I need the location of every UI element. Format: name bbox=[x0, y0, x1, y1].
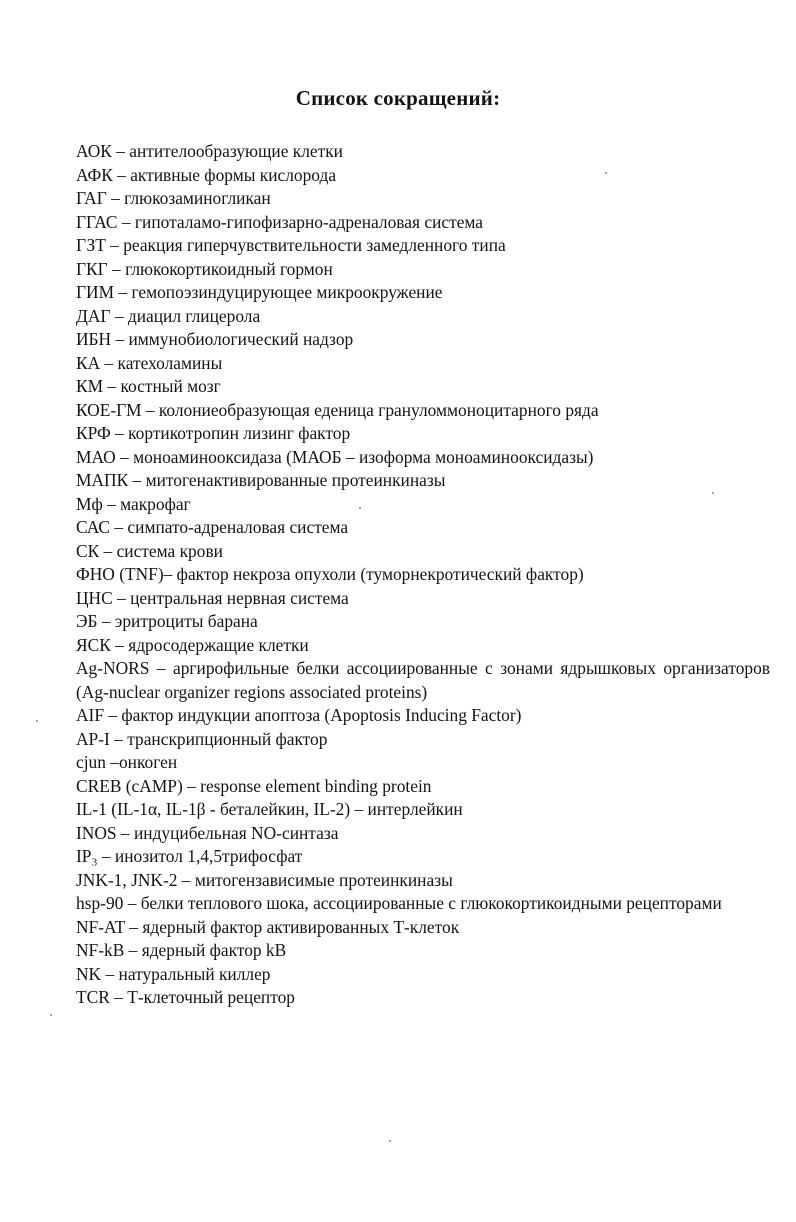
list-item: JNK-1, JNK-2 – митогензависимые протеинкиназы bbox=[76, 869, 453, 890]
list-item: ЦНС – центральная нервная система bbox=[76, 587, 349, 608]
list-item: ГАГ – глюкозаминогликан bbox=[76, 188, 271, 208]
list-item: IP₃ – инозитол 1,4,5трифосфат bbox=[76, 846, 303, 866]
list-item: AP-I – транскрипционный фактор bbox=[76, 728, 328, 749]
page-title: Список сокращений: bbox=[295, 86, 501, 110]
list-item: ФНО (TNF)– фактор некроза опухоли (туморнекротический фактор) bbox=[76, 564, 584, 584]
list-item: КМ – костный мозг bbox=[76, 376, 221, 396]
list-item: АОК – антителообразующие клетки bbox=[76, 141, 343, 161]
list-item: NK – натуральный киллер bbox=[76, 963, 271, 984]
list-item: ГИМ – гемопоэзиндуцирующее микроокружение bbox=[76, 282, 443, 302]
list-item: КА – катехоламины bbox=[76, 352, 223, 373]
list-item: КРФ – кортикотропин лизинг фактор bbox=[76, 423, 351, 443]
list-item: NF-AT – ядерный фактор активированных Т-клеток bbox=[76, 916, 460, 937]
list-item: INOS – индуцибельная NO-синтаза bbox=[76, 822, 339, 843]
list-item: МАО – моноаминооксидаза (МАОБ – изоформа моноаминооксидазы) bbox=[76, 446, 594, 467]
list-item: ГЗТ – реакция гиперчувствительности замедленного типа bbox=[76, 235, 506, 255]
list-item: ГГАС – гипоталамо-гипофизарно-адреналовая система bbox=[76, 211, 484, 232]
list-item: ГКГ – глюкокортикоидный гормон bbox=[76, 258, 333, 279]
list-item: Ag-NORS – аргирофильные белки ассоциированные с зонами ядрышковых организаторов (Ag-nuclear organizer regions associated proteins) bbox=[76, 658, 770, 702]
list-item: САС – симпато-адреналовая система bbox=[76, 517, 349, 537]
list-item: AIF – фактор индукции апоптоза (Apoptosis Inducing Factor) bbox=[76, 705, 522, 725]
list-item: CREB (cAMP) – response element binding protein bbox=[76, 775, 432, 796]
list-item: hsp-90 – белки теплового шока, ассоциированные с глюкокортикоидными рецепторами bbox=[76, 893, 722, 913]
list-item: АФК – активные формы кислорода bbox=[76, 164, 337, 185]
list-item: NF-kB – ядерный фактор kB bbox=[76, 940, 287, 960]
scan-speck bbox=[36, 720, 38, 722]
list-item: СК – система крови bbox=[76, 540, 223, 561]
list-item: МАПК – митогенактивированные протеинкиназы bbox=[76, 470, 446, 490]
list-item: Мф – макрофаг bbox=[76, 493, 191, 514]
list-item: ЯСК – ядросодержащие клетки bbox=[76, 634, 309, 655]
list-item: ИБН – иммунобиологический надзор bbox=[76, 329, 354, 349]
scan-speck bbox=[712, 492, 714, 494]
scan-speck bbox=[605, 172, 607, 174]
list-item: cjun –онкоген bbox=[76, 752, 178, 772]
scan-speck bbox=[389, 1140, 391, 1142]
list-item: IL-1 (IL-1α, IL-1β - беталейкин, IL-2) – интерлейкин bbox=[76, 799, 463, 819]
list-item: TCR – Т-клеточный рецептор bbox=[76, 987, 295, 1007]
scan-speck bbox=[50, 1014, 52, 1016]
list-item: КОЕ-ГМ – колониеобразующая еденица грануломмоноцитарного ряда bbox=[76, 399, 599, 420]
list-item: ДАГ – диацил глицерола bbox=[76, 305, 261, 326]
scan-speck bbox=[359, 507, 361, 509]
list-item: ЭБ – эритроциты барана bbox=[76, 611, 258, 631]
abbreviation-list bbox=[76, 140, 770, 1010]
